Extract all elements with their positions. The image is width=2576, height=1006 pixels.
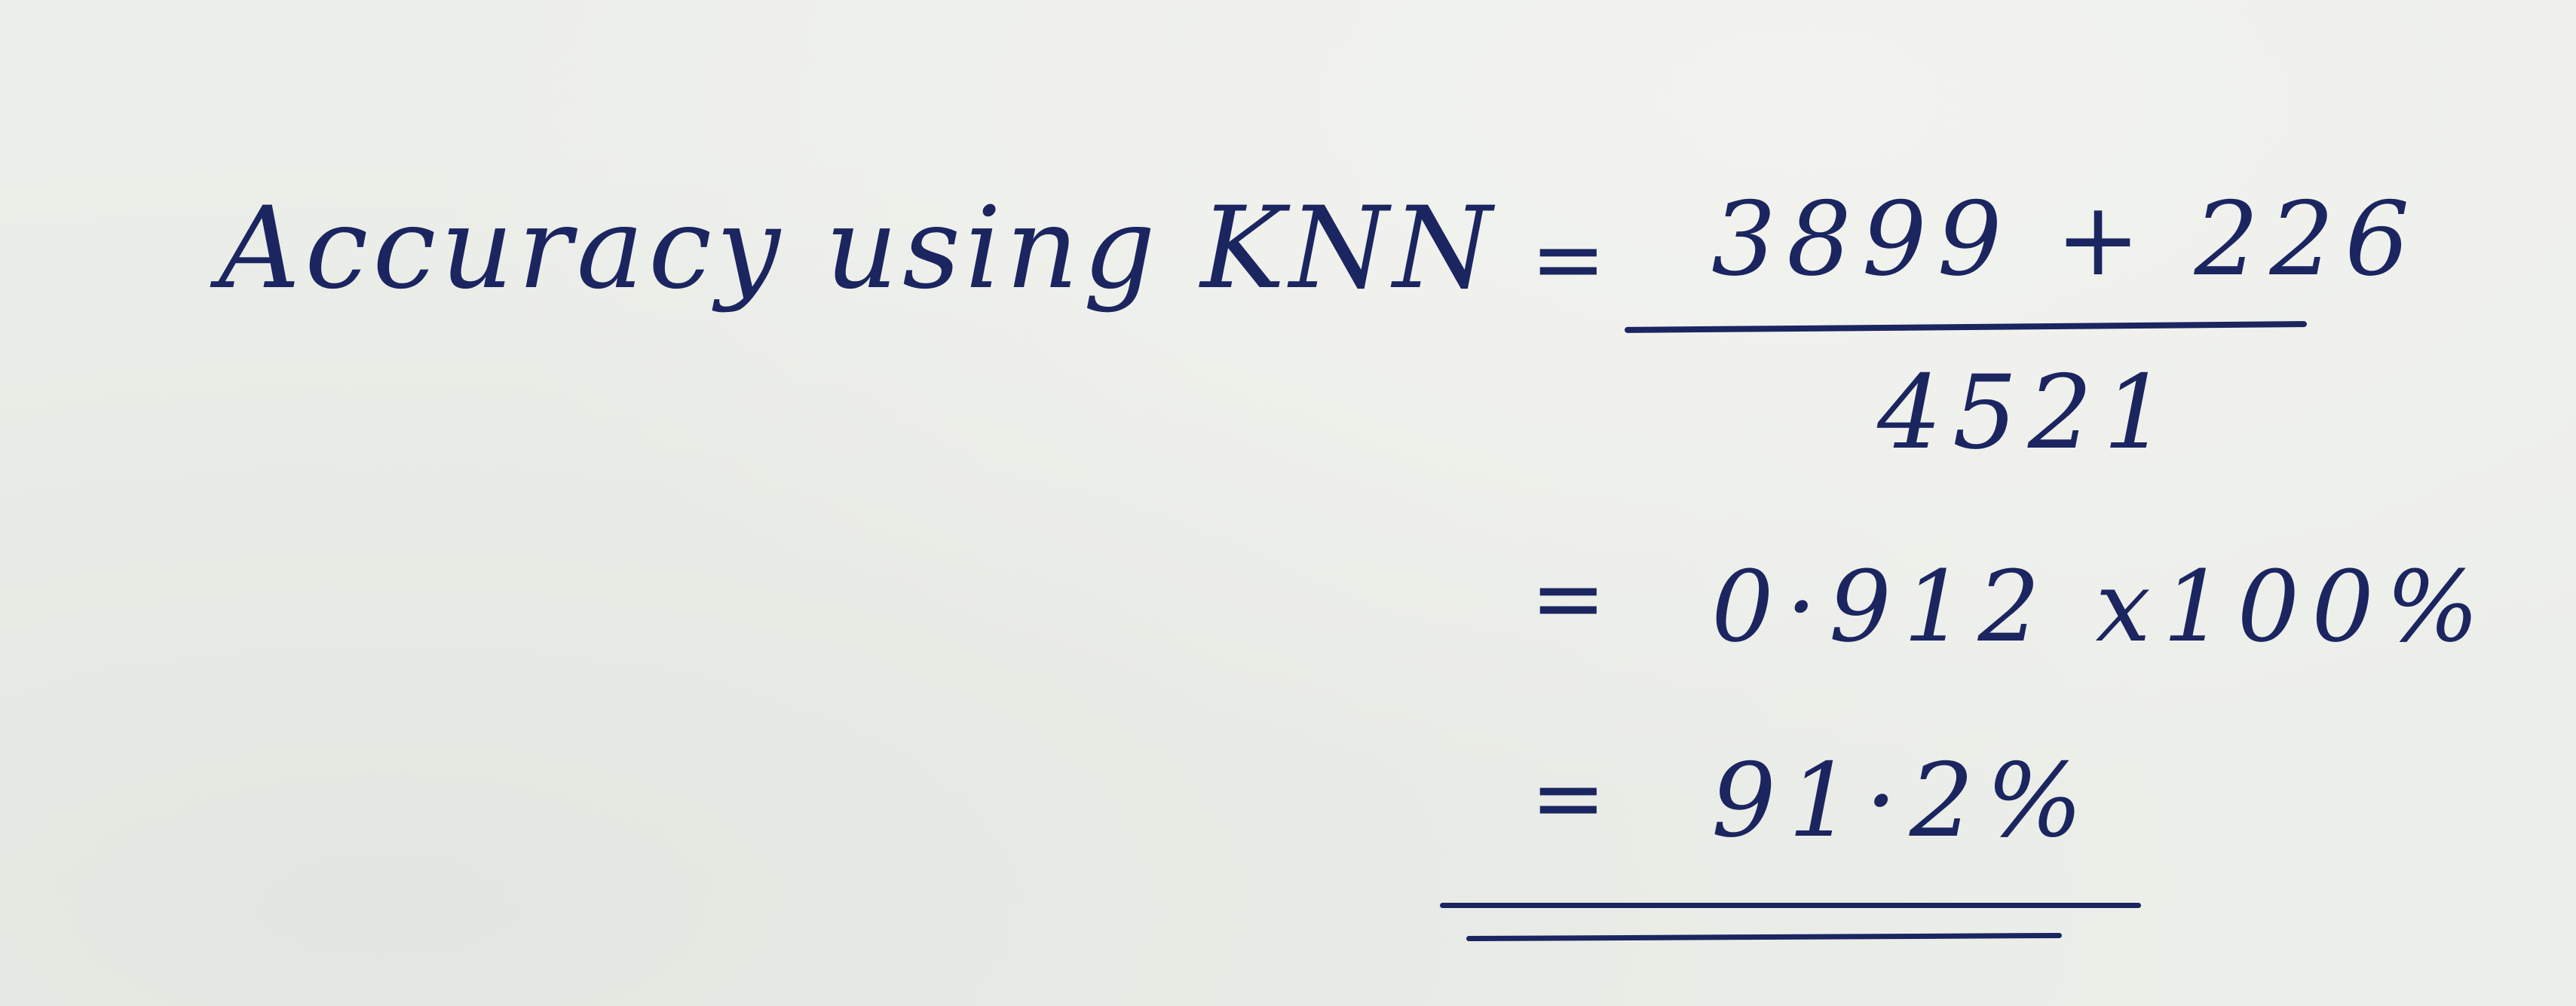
fraction-denominator: 4521 [1877, 353, 2179, 472]
result-underline-top [1440, 903, 2141, 908]
equals-sign-2: = [1530, 546, 1607, 651]
decimal-step: 0·912 x100% [1711, 549, 2492, 664]
equals-sign-3: = [1530, 746, 1607, 851]
fraction-bar [1625, 321, 2307, 333]
result-underline-bottom [1466, 933, 2062, 941]
accuracy-label: Accuracy using KNN [219, 183, 1496, 314]
final-result: 91·2% [1711, 742, 2095, 860]
equals-sign-1: = [1530, 207, 1607, 312]
fraction-numerator: 3899 + 226 [1711, 180, 2421, 298]
